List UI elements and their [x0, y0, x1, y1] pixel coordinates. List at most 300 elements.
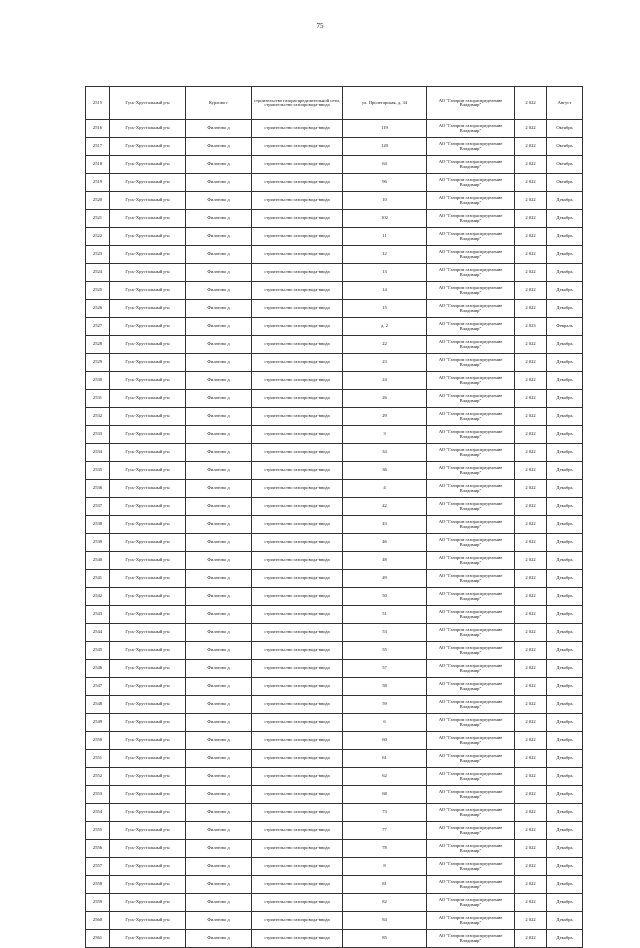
district-cell: Гусь-Хрустальный р-н: [110, 138, 186, 156]
month-cell: Декабрь: [547, 822, 583, 840]
settlement-cell: Филатово д: [186, 750, 252, 768]
table-row: [86, 264, 583, 282]
organization-cell: АО "Газпром газораспределение Владимир": [427, 552, 515, 570]
month-cell: Декабрь: [547, 336, 583, 354]
year-cell: 2 022: [515, 264, 547, 282]
address-cell: 14: [343, 282, 427, 300]
row-number-cell: 2547: [86, 678, 110, 696]
district-cell: Гусь-Хрустальный р-н: [110, 606, 186, 624]
organization-cell: АО "Газпром газораспределение Владимир": [427, 210, 515, 228]
table-row: [86, 876, 583, 894]
organization-cell: АО "Газпром газораспределение Владимир": [427, 858, 515, 876]
work-type-cell: строительство газопровода-ввода: [252, 228, 343, 246]
table-row: [86, 624, 583, 642]
district-cell: Гусь-Хрустальный р-н: [110, 174, 186, 192]
settlement-cell: Филатово д: [186, 876, 252, 894]
district-cell: Гусь-Хрустальный р-н: [110, 516, 186, 534]
table-row: [86, 570, 583, 588]
row-number-cell: 2551: [86, 750, 110, 768]
district-cell: Гусь-Хрустальный р-н: [110, 696, 186, 714]
month-cell: Декабрь: [547, 912, 583, 930]
work-type-cell: строительство газопровода-ввода: [252, 174, 343, 192]
settlement-cell: Филатово д: [186, 624, 252, 642]
work-type-cell: строительство газопровода-ввода: [252, 210, 343, 228]
row-number-cell: 2560: [86, 912, 110, 930]
table-row: [86, 156, 583, 174]
work-type-cell: строительство газопровода-ввода: [252, 840, 343, 858]
table-row: [86, 732, 583, 750]
work-type-cell: строительство газопровода-ввода: [252, 498, 343, 516]
table-row: [86, 192, 583, 210]
organization-cell: АО "Газпром газораспределение Владимир": [427, 372, 515, 390]
month-cell: Декабрь: [547, 192, 583, 210]
settlement-cell: Филатово д: [186, 408, 252, 426]
work-type-cell: строительство газопровода-ввода: [252, 750, 343, 768]
month-cell: Декабрь: [547, 660, 583, 678]
district-cell: Гусь-Хрустальный р-н: [110, 786, 186, 804]
organization-cell: АО "Газпром газораспределение Владимир": [427, 498, 515, 516]
row-number-cell: 2546: [86, 660, 110, 678]
address-cell: 4: [343, 480, 427, 498]
table-row: [86, 768, 583, 786]
settlement-cell: Филатово д: [186, 516, 252, 534]
year-cell: 2 022: [515, 606, 547, 624]
organization-cell: АО "Газпром газораспределение Владимир": [427, 678, 515, 696]
district-cell: Гусь-Хрустальный р-н: [110, 804, 186, 822]
table-row: [86, 318, 583, 336]
table-row: [86, 678, 583, 696]
district-cell: Гусь-Хрустальный р-н: [110, 228, 186, 246]
settlement-cell: Филатово д: [186, 588, 252, 606]
organization-cell: АО "Газпром газораспределение Владимир": [427, 660, 515, 678]
work-type-cell: строительство газопровода-ввода: [252, 858, 343, 876]
district-cell: Гусь-Хрустальный р-н: [110, 426, 186, 444]
year-cell: 2 022: [515, 390, 547, 408]
table-row: [86, 390, 583, 408]
year-cell: 2 022: [515, 300, 547, 318]
address-cell: ул. Пролетарская, д. 34: [343, 87, 427, 120]
row-number-cell: 2556: [86, 840, 110, 858]
address-cell: 24: [343, 372, 427, 390]
address-cell: 62: [343, 768, 427, 786]
organization-cell: АО "Газпром газораспределение Владимир": [427, 390, 515, 408]
table-row: [86, 588, 583, 606]
work-type-cell: строительство газопровода-ввода: [252, 372, 343, 390]
month-cell: Декабрь: [547, 372, 583, 390]
district-cell: Гусь-Хрустальный р-н: [110, 480, 186, 498]
year-cell: 2 022: [515, 210, 547, 228]
work-type-cell: строительство газопровода-ввода: [252, 606, 343, 624]
table-row: [86, 660, 583, 678]
address-cell: 10: [343, 192, 427, 210]
year-cell: 2 022: [515, 120, 547, 138]
row-number-cell: 2545: [86, 642, 110, 660]
organization-cell: АО "Газпром газораспределение Владимир": [427, 624, 515, 642]
district-cell: Гусь-Хрустальный р-н: [110, 534, 186, 552]
address-cell: 84: [343, 912, 427, 930]
district-cell: Гусь-Хрустальный р-н: [110, 894, 186, 912]
year-cell: 2 022: [515, 624, 547, 642]
work-type-cell: строительство газопровода-ввода: [252, 552, 343, 570]
settlement-cell: Филатово д: [186, 912, 252, 930]
settlement-cell: Филатово д: [186, 228, 252, 246]
year-cell: 2 022: [515, 354, 547, 372]
organization-cell: АО "Газпром газораспределение Владимир": [427, 840, 515, 858]
row-number-cell: 2537: [86, 498, 110, 516]
year-cell: 2 022: [515, 912, 547, 930]
row-number-cell: 2515: [86, 87, 110, 120]
organization-cell: АО "Газпром газораспределение Владимир": [427, 408, 515, 426]
district-cell: Гусь-Хрустальный р-н: [110, 408, 186, 426]
settlement-cell: Филатово д: [186, 768, 252, 786]
year-cell: 2 022: [515, 786, 547, 804]
address-cell: 34: [343, 444, 427, 462]
work-type-cell: строительство газопровода-ввода: [252, 732, 343, 750]
table-row: [86, 714, 583, 732]
settlement-cell: Филатово д: [186, 732, 252, 750]
district-cell: Гусь-Хрустальный р-н: [110, 156, 186, 174]
work-type-cell: строительство газопровода-ввода: [252, 768, 343, 786]
row-number-cell: 2518: [86, 156, 110, 174]
year-cell: 2 022: [515, 660, 547, 678]
settlement-cell: Филатово д: [186, 678, 252, 696]
row-number-cell: 2539: [86, 534, 110, 552]
table-row: [86, 210, 583, 228]
year-cell: 2 022: [515, 678, 547, 696]
address-cell: 78: [343, 840, 427, 858]
row-number-cell: 2553: [86, 786, 110, 804]
row-number-cell: 2534: [86, 444, 110, 462]
year-cell: 2 022: [515, 444, 547, 462]
district-cell: Гусь-Хрустальный р-н: [110, 210, 186, 228]
address-cell: 59: [343, 696, 427, 714]
year-cell: 2 022: [515, 174, 547, 192]
month-cell: Декабрь: [547, 444, 583, 462]
table-row: [86, 174, 583, 192]
month-cell: Декабрь: [547, 678, 583, 696]
settlement-cell: Филатово д: [186, 354, 252, 372]
district-cell: Гусь-Хрустальный р-н: [110, 246, 186, 264]
month-cell: Декабрь: [547, 930, 583, 948]
organization-cell: АО "Газпром газораспределение Владимир": [427, 444, 515, 462]
table-row: [86, 840, 583, 858]
address-cell: 50: [343, 588, 427, 606]
year-cell: 2 022: [515, 516, 547, 534]
organization-cell: АО "Газпром газораспределение Владимир": [427, 768, 515, 786]
month-cell: Декабрь: [547, 300, 583, 318]
year-cell: 2 022: [515, 840, 547, 858]
settlement-cell: Филатово д: [186, 282, 252, 300]
district-cell: Гусь-Хрустальный р-н: [110, 264, 186, 282]
month-cell: Декабрь: [547, 516, 583, 534]
organization-cell: АО "Газпром газораспределение Владимир": [427, 354, 515, 372]
work-type-cell: строительство газопровода-ввода: [252, 156, 343, 174]
year-cell: 2 022: [515, 480, 547, 498]
district-cell: Гусь-Хрустальный р-н: [110, 714, 186, 732]
table-body: [86, 87, 583, 948]
month-cell: Декабрь: [547, 570, 583, 588]
settlement-cell: Филатово д: [186, 246, 252, 264]
address-cell: 119: [343, 120, 427, 138]
row-number-cell: 2516: [86, 120, 110, 138]
organization-cell: АО "Газпром газораспределение Владимир": [427, 156, 515, 174]
settlement-cell: Филатово д: [186, 660, 252, 678]
year-cell: 2 022: [515, 372, 547, 390]
work-type-cell: строительство газопровода-ввода: [252, 408, 343, 426]
organization-cell: АО "Газпром газораспределение Владимир": [427, 120, 515, 138]
table-row: [86, 804, 583, 822]
address-cell: 49: [343, 570, 427, 588]
organization-cell: АО "Газпром газораспределение Владимир": [427, 696, 515, 714]
month-cell: Декабрь: [547, 588, 583, 606]
table-row: [86, 552, 583, 570]
address-cell: 61: [343, 750, 427, 768]
row-number-cell: 2524: [86, 264, 110, 282]
district-cell: Гусь-Хрустальный р-н: [110, 732, 186, 750]
district-cell: Гусь-Хрустальный р-н: [110, 390, 186, 408]
month-cell: Декабрь: [547, 894, 583, 912]
month-cell: Декабрь: [547, 786, 583, 804]
month-cell: Декабрь: [547, 408, 583, 426]
address-cell: 43: [343, 516, 427, 534]
year-cell: 2 022: [515, 876, 547, 894]
table-row: [86, 894, 583, 912]
table-row: [86, 642, 583, 660]
year-cell: 2 022: [515, 714, 547, 732]
address-cell: 6: [343, 714, 427, 732]
work-type-cell: строительство газопровода-ввода: [252, 480, 343, 498]
year-cell: 2 022: [515, 570, 547, 588]
district-cell: Гусь-Хрустальный р-н: [110, 444, 186, 462]
row-number-cell: 2554: [86, 804, 110, 822]
settlement-cell: Филатово д: [186, 498, 252, 516]
work-type-cell: строительство газопровода-ввода: [252, 282, 343, 300]
work-type-cell: строительство газопровода-ввода: [252, 804, 343, 822]
work-type-cell: строительство газораспределительной сети, строительство газопровода-ввода: [252, 87, 343, 120]
work-type-cell: строительство газопровода-ввода: [252, 336, 343, 354]
district-cell: Гусь-Хрустальный р-н: [110, 354, 186, 372]
address-cell: 55: [343, 642, 427, 660]
settlement-cell: Филатово д: [186, 138, 252, 156]
row-number-cell: 2517: [86, 138, 110, 156]
settlement-cell: Филатово д: [186, 858, 252, 876]
settlement-cell: Филатово д: [186, 120, 252, 138]
work-type-cell: строительство газопровода-ввода: [252, 876, 343, 894]
month-cell: Декабрь: [547, 498, 583, 516]
work-type-cell: строительство газопровода-ввода: [252, 696, 343, 714]
address-cell: д. 2: [343, 318, 427, 336]
year-cell: 2 022: [515, 894, 547, 912]
year-cell: 2 022: [515, 192, 547, 210]
district-cell: Гусь-Хрустальный р-н: [110, 822, 186, 840]
settlement-cell: Филатово д: [186, 156, 252, 174]
address-cell: 68: [343, 786, 427, 804]
year-cell: 2 022: [515, 498, 547, 516]
settlement-cell: Филатово д: [186, 372, 252, 390]
district-cell: Гусь-Хрустальный р-н: [110, 930, 186, 948]
month-cell: Декабрь: [547, 858, 583, 876]
row-number-cell: 2533: [86, 426, 110, 444]
organization-cell: АО "Газпром газораспределение Владимир": [427, 876, 515, 894]
address-cell: 96: [343, 174, 427, 192]
table-row: [86, 606, 583, 624]
district-cell: Гусь-Хрустальный р-н: [110, 840, 186, 858]
work-type-cell: строительство газопровода-ввода: [252, 354, 343, 372]
month-cell: Декабрь: [547, 876, 583, 894]
address-cell: 12: [343, 246, 427, 264]
settlement-cell: Филатово д: [186, 534, 252, 552]
row-number-cell: 2535: [86, 462, 110, 480]
row-number-cell: 2552: [86, 768, 110, 786]
organization-cell: АО "Газпром газораспределение Владимир": [427, 912, 515, 930]
row-number-cell: 2542: [86, 588, 110, 606]
row-number-cell: 2549: [86, 714, 110, 732]
month-cell: Декабрь: [547, 642, 583, 660]
row-number-cell: 2525: [86, 282, 110, 300]
table-row: [86, 120, 583, 138]
settlement-cell: Филатово д: [186, 840, 252, 858]
work-type-cell: строительство газопровода-ввода: [252, 264, 343, 282]
row-number-cell: 2529: [86, 354, 110, 372]
table-row: [86, 534, 583, 552]
organization-cell: АО "Газпром газораспределение Владимир": [427, 228, 515, 246]
organization-cell: АО "Газпром газораспределение Владимир": [427, 930, 515, 948]
work-type-cell: строительство газопровода-ввода: [252, 912, 343, 930]
settlement-cell: Филатово д: [186, 606, 252, 624]
table-row: [86, 750, 583, 768]
year-cell: 2 022: [515, 462, 547, 480]
work-type-cell: строительство газопровода-ввода: [252, 894, 343, 912]
row-number-cell: 2561: [86, 930, 110, 948]
month-cell: Декабрь: [547, 768, 583, 786]
settlement-cell: Филатово д: [186, 894, 252, 912]
work-type-cell: строительство газопровода-ввода: [252, 822, 343, 840]
work-type-cell: строительство газопровода-ввода: [252, 138, 343, 156]
district-cell: Гусь-Хрустальный р-н: [110, 678, 186, 696]
year-cell: 2 022: [515, 588, 547, 606]
settlement-cell: Филатово д: [186, 318, 252, 336]
organization-cell: АО "Газпром газораспределение Владимир": [427, 246, 515, 264]
organization-cell: АО "Газпром газораспределение Владимир": [427, 642, 515, 660]
month-cell: Декабрь: [547, 624, 583, 642]
year-cell: 2 022: [515, 138, 547, 156]
settlement-cell: Филатово д: [186, 642, 252, 660]
settlement-cell: Филатово д: [186, 300, 252, 318]
row-number-cell: 2527: [86, 318, 110, 336]
address-cell: 57: [343, 660, 427, 678]
table-row: [86, 858, 583, 876]
month-cell: Февраль: [547, 318, 583, 336]
district-cell: Гусь-Хрустальный р-н: [110, 768, 186, 786]
district-cell: Гусь-Хрустальный р-н: [110, 282, 186, 300]
row-number-cell: 2520: [86, 192, 110, 210]
table-row: [86, 930, 583, 948]
address-cell: 64: [343, 156, 427, 174]
settlement-cell: Филатово д: [186, 480, 252, 498]
district-cell: Гусь-Хрустальный р-н: [110, 570, 186, 588]
district-cell: Гусь-Хрустальный р-н: [110, 876, 186, 894]
month-cell: Декабрь: [547, 246, 583, 264]
settlement-cell: Филатово д: [186, 444, 252, 462]
address-cell: 8: [343, 858, 427, 876]
settlement-cell: Филатово д: [186, 174, 252, 192]
settlement-cell: Филатово д: [186, 786, 252, 804]
month-cell: Декабрь: [547, 696, 583, 714]
month-cell: Декабрь: [547, 354, 583, 372]
settlement-cell: Филатово д: [186, 714, 252, 732]
work-type-cell: строительство газопровода-ввода: [252, 462, 343, 480]
month-cell: Декабрь: [547, 804, 583, 822]
organization-cell: АО "Газпром газораспределение Владимир": [427, 750, 515, 768]
table-row: [86, 336, 583, 354]
row-number-cell: 2559: [86, 894, 110, 912]
month-cell: Декабрь: [547, 840, 583, 858]
settlement-cell: Филатово д: [186, 192, 252, 210]
work-type-cell: строительство газопровода-ввода: [252, 300, 343, 318]
month-cell: Декабрь: [547, 552, 583, 570]
settlement-cell: Филатово д: [186, 804, 252, 822]
year-cell: 2 022: [515, 228, 547, 246]
organization-cell: АО "Газпром газораспределение Владимир": [427, 786, 515, 804]
organization-cell: АО "Газпром газораспределение Владимир": [427, 822, 515, 840]
organization-cell: АО "Газпром газораспределение Владимир": [427, 336, 515, 354]
address-cell: 48: [343, 552, 427, 570]
year-cell: 2 022: [515, 408, 547, 426]
organization-cell: АО "Газпром газораспределение Владимир": [427, 192, 515, 210]
settlement-cell: Курлово г: [186, 87, 252, 120]
work-type-cell: строительство газопровода-ввода: [252, 534, 343, 552]
month-cell: Октябрь: [547, 174, 583, 192]
district-cell: Гусь-Хрустальный р-н: [110, 552, 186, 570]
organization-cell: АО "Газпром газораспределение Владимир": [427, 138, 515, 156]
year-cell: 2 022: [515, 804, 547, 822]
address-cell: 23: [343, 354, 427, 372]
row-number-cell: 2523: [86, 246, 110, 264]
address-cell: 13: [343, 264, 427, 282]
settlement-cell: Филатово д: [186, 570, 252, 588]
address-cell: 53: [343, 624, 427, 642]
address-cell: 46: [343, 534, 427, 552]
work-type-cell: строительство газопровода-ввода: [252, 444, 343, 462]
address-cell: 77: [343, 822, 427, 840]
work-type-cell: строительство газопровода-ввода: [252, 624, 343, 642]
month-cell: Декабрь: [547, 282, 583, 300]
address-cell: 15: [343, 300, 427, 318]
work-type-cell: строительство газопровода-ввода: [252, 120, 343, 138]
row-number-cell: 2522: [86, 228, 110, 246]
organization-cell: АО "Газпром газораспределение Владимир": [427, 282, 515, 300]
month-cell: Декабрь: [547, 480, 583, 498]
row-number-cell: 2548: [86, 696, 110, 714]
district-cell: Гусь-Хрустальный р-н: [110, 750, 186, 768]
row-number-cell: 2532: [86, 408, 110, 426]
work-type-cell: строительство газопровода-ввода: [252, 930, 343, 948]
year-cell: 2 022: [515, 426, 547, 444]
district-cell: Гусь-Хрустальный р-н: [110, 372, 186, 390]
row-number-cell: 2550: [86, 732, 110, 750]
organization-cell: АО "Газпром газораспределение Владимир": [427, 462, 515, 480]
address-cell: 26: [343, 390, 427, 408]
table-row: [86, 282, 583, 300]
year-cell: 2 022: [515, 732, 547, 750]
table-row: [86, 516, 583, 534]
row-number-cell: 2538: [86, 516, 110, 534]
organization-cell: АО "Газпром газораспределение Владимир": [427, 480, 515, 498]
work-type-cell: строительство газопровода-ввода: [252, 714, 343, 732]
settlement-cell: Филатово д: [186, 336, 252, 354]
organization-cell: АО "Газпром газораспределение Владимир": [427, 174, 515, 192]
organization-cell: АО "Газпром газораспределение Владимир": [427, 426, 515, 444]
